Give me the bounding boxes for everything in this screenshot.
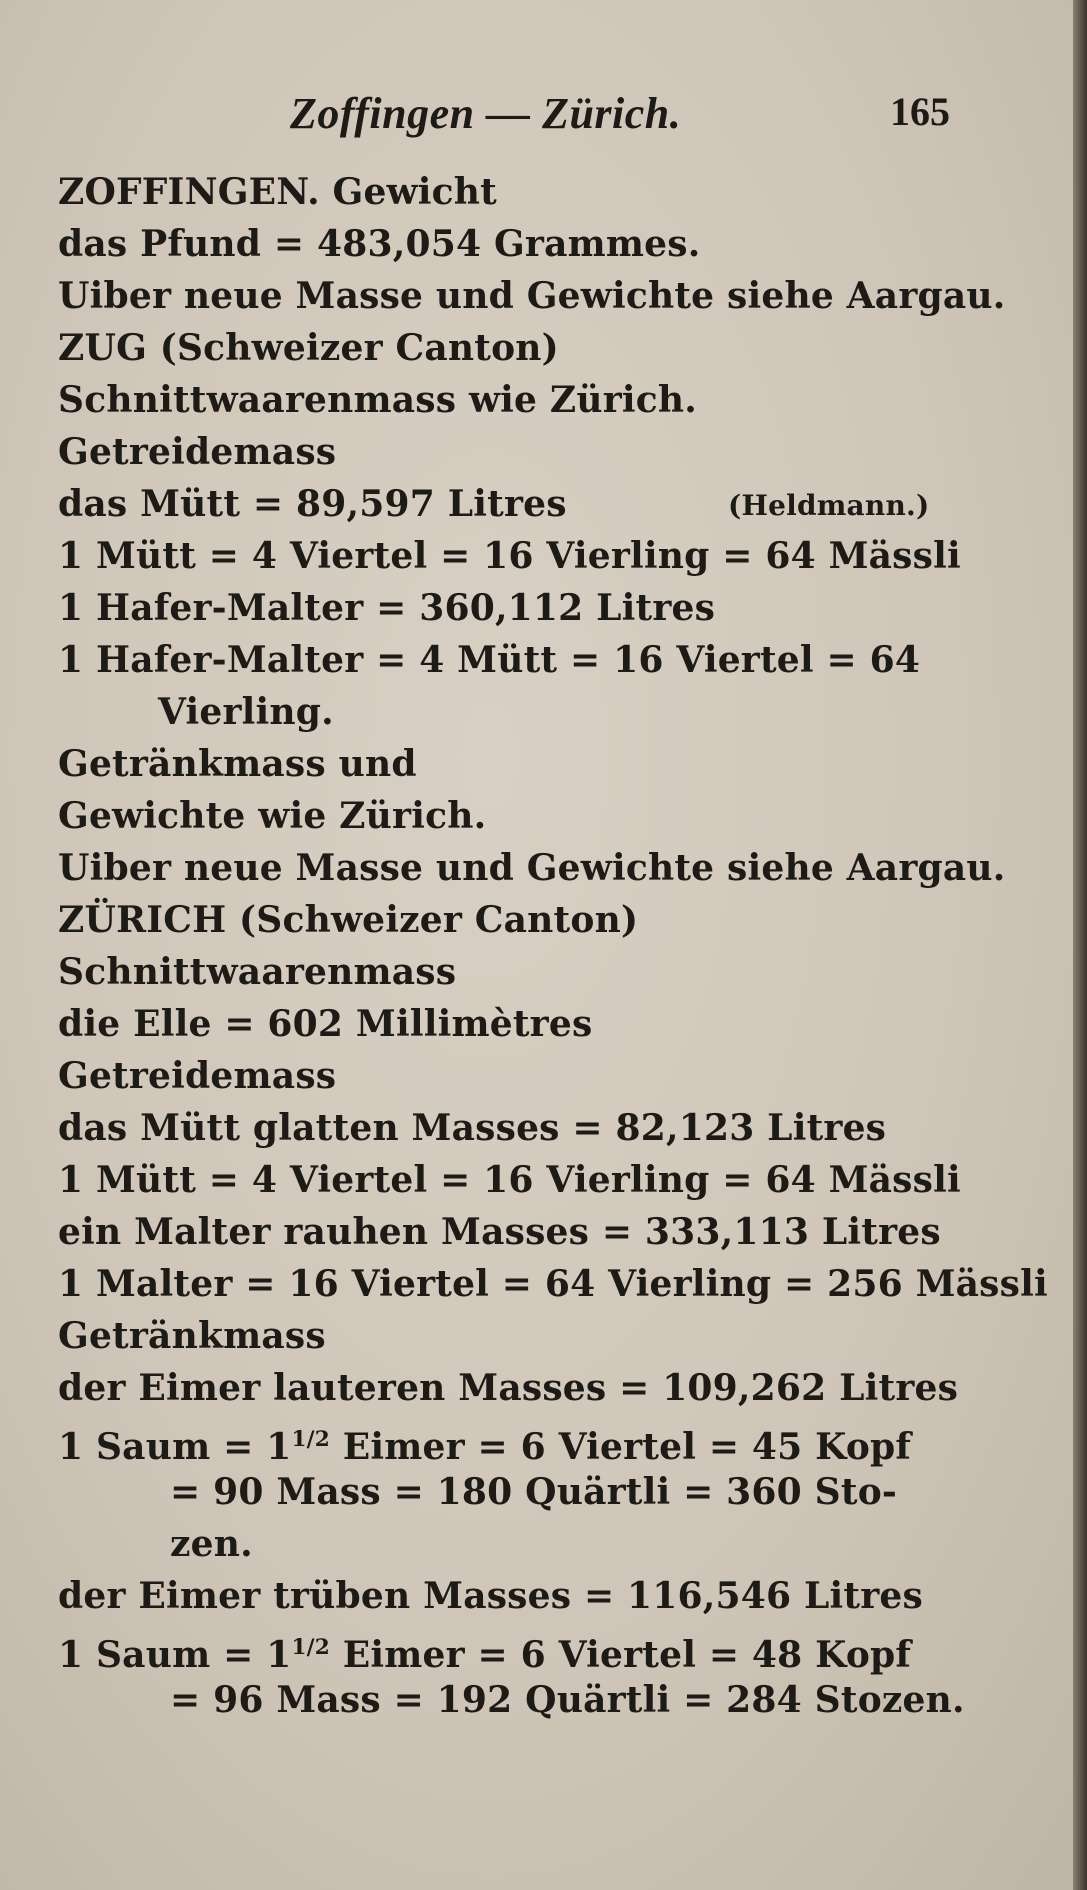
text-line: das Mütt = 89,597 Litres [58,483,567,525]
text-line: 1 Mütt = 4 Viertel = 16 Vierling = 64 Mässli [58,1159,961,1201]
text-line: ZÜRICH (Schweizer Canton) [58,899,639,941]
text-line: ZOFFINGEN. Gewicht [58,171,497,213]
running-head: Zoffingen — Zürich. [290,89,682,138]
source-note: (Heldmann.) [728,489,930,522]
text-line: 1 Hafer-Malter = 4 Mütt = 16 Viertel = 64 [58,639,921,681]
text-line: der Eimer trüben Masses = 116,546 Litres [58,1575,923,1617]
fraction: 1/2 [291,1427,330,1452]
text-line: ein Malter rauhen Masses = 333,113 Litres [58,1211,941,1253]
text-span: 1 Saum = 1 [58,1426,292,1468]
text-line: Schnittwaarenmass wie Zürich. [58,379,697,421]
text-line [58,1416,912,1468]
text-span: Eimer = 6 Viertel = 48 Kopf [342,1634,912,1676]
fraction: 1/2 [291,1635,330,1660]
text-line: Getreidemass [58,1055,337,1097]
text-line: zen. [170,1523,253,1565]
text-line: Schnittwaarenmass [58,951,457,993]
text-line [58,1624,912,1676]
text-line: Getränkmass [58,1315,326,1357]
page-edge-shadow [1073,0,1087,1890]
text-line: 1 Hafer-Malter = 360,112 Litres [58,587,716,629]
text-line: das Mütt glatten Masses = 82,123 Litres [58,1107,887,1149]
page-header [0,88,1087,148]
text-line: die Elle = 602 Millimètres [58,1003,593,1045]
text-line: Uiber neue Masse und Gewichte siehe Aargau. [58,275,1006,317]
text-line: = 96 Mass = 192 Quärtli = 284 Stozen. [170,1679,965,1721]
text-line: 1 Mütt = 4 Viertel = 16 Vierling = 64 Mässli [58,535,961,577]
text-line: der Eimer lauteren Masses = 109,262 Litres [58,1367,959,1409]
text-line: = 90 Mass = 180 Quärtli = 360 Sto- [170,1471,898,1513]
text-span: Eimer = 6 Viertel = 45 Kopf [342,1426,912,1468]
text-line: Getränkmass und [58,743,417,785]
page-number: 165 [890,89,950,134]
text-line: 1 Malter = 16 Viertel = 64 Vierling = 256 Mässli [58,1263,1048,1305]
text-line: Vierling. [158,691,334,733]
text-span: 1 Saum = 1 [58,1634,292,1676]
text-line: das Pfund = 483,054 Grammes. [58,223,701,265]
text-line: Gewichte wie Zürich. [58,795,487,837]
text-line: Getreidemass [58,431,337,473]
text-line: Uiber neue Masse und Gewichte siehe Aargau. [58,847,1006,889]
text-line: ZUG (Schweizer Canton) [58,327,559,369]
